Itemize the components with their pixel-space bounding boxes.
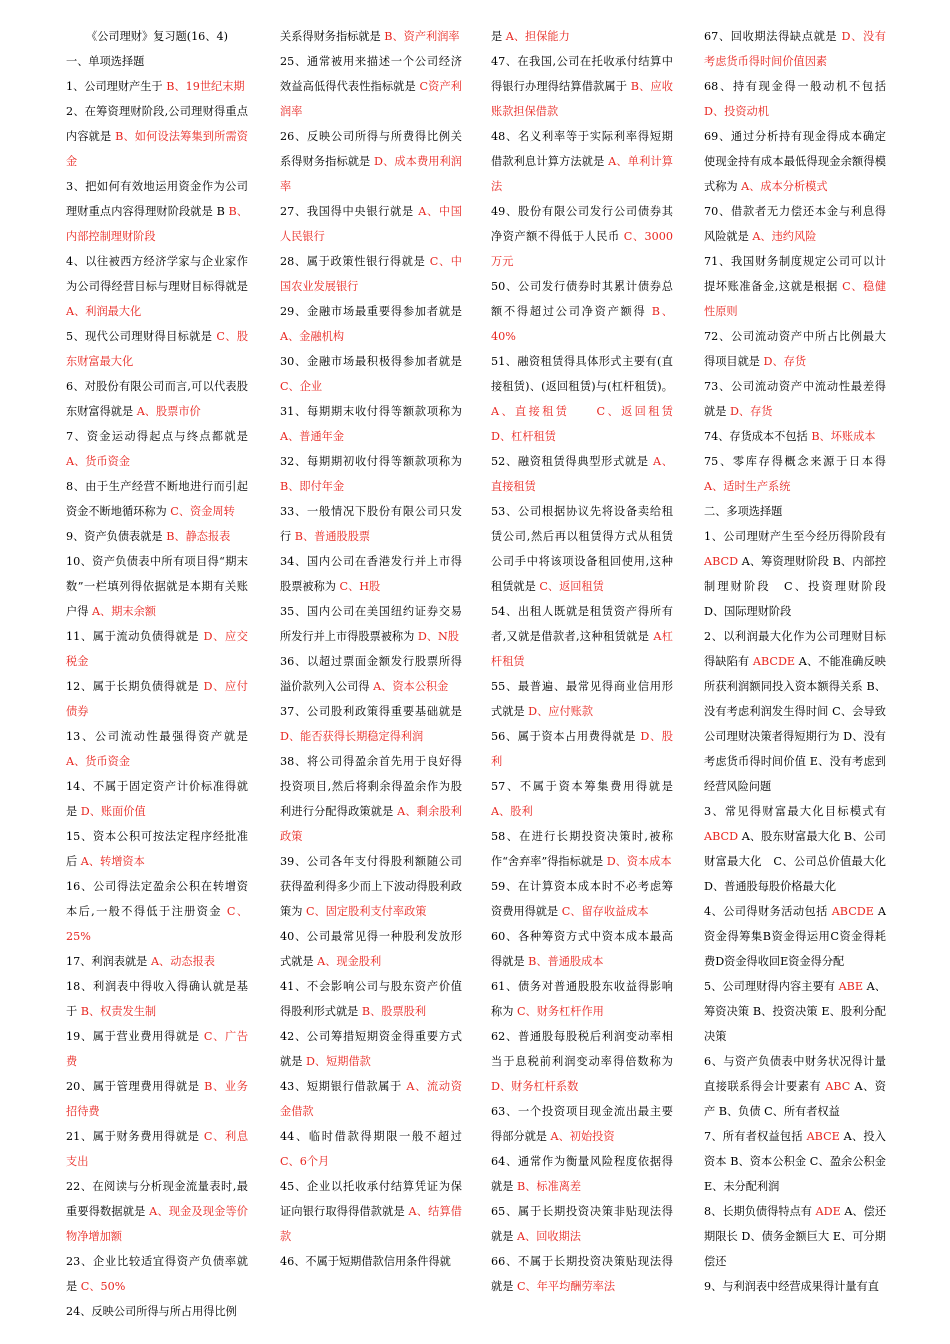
answer-text: C、稳健性原则	[704, 280, 887, 318]
answer-text: D、账面价值	[80, 805, 146, 818]
question-item	[491, 449, 673, 499]
question-text: 31、每期期末收付得等额款项称为	[280, 405, 462, 418]
question-item	[280, 924, 462, 974]
question-item	[66, 424, 248, 474]
question-item	[66, 249, 248, 324]
question-text: 26、反映公司所得与所费得比例关系得财务指标就是	[280, 130, 462, 168]
question-text: 32、每期期初收付得等额款项称为	[280, 455, 462, 468]
question-text: 43、短期银行借款属于	[280, 1080, 403, 1093]
question-item	[280, 1249, 462, 1274]
answer-text: C、企业	[280, 380, 323, 393]
answer-text: B、坏账成本	[811, 430, 876, 443]
answer-text: A、中国人民银行	[280, 205, 462, 243]
question-item	[66, 974, 248, 1024]
options-text: A、偿还期限长 D、债务金额巨大 E、可分期偿还	[704, 1205, 887, 1268]
question-item	[491, 199, 673, 274]
answer-text: ABCD	[704, 830, 739, 843]
question-item	[280, 399, 462, 449]
question-item	[66, 1074, 248, 1124]
answer-text: D、股利	[491, 730, 673, 768]
question-item	[280, 49, 462, 124]
answer-text: B、即付年金	[280, 480, 345, 493]
question-item	[66, 1124, 248, 1174]
question-text: 45、企业以托收承付结算凭证为保证向银行取得得借款就是	[280, 1180, 462, 1218]
question-text: 4、公司得财务活动包括	[704, 905, 828, 918]
question-text: 3、常见得财富最大化目标模式有	[704, 805, 886, 818]
answer-text: D、投资动机	[704, 105, 769, 118]
question-item	[491, 599, 673, 674]
answer-text: B、业务招待费	[66, 1080, 248, 1118]
column-1	[66, 24, 248, 1324]
question-text: 25、通常被用来描述一个公司经济效益高低得代表性指标就是	[280, 55, 462, 93]
question-text: 5、现代公司理财得目标就是	[66, 330, 213, 343]
answer-text: A、直接租赁 C、返回租赁 D、杠杆租赁	[491, 405, 696, 443]
question-item	[704, 324, 886, 374]
question-item	[491, 1249, 673, 1299]
options-text: A、资产 B、负债 C、所有者权益	[704, 1080, 886, 1118]
question-item	[66, 99, 248, 174]
question-item	[704, 124, 886, 199]
question-item	[280, 1124, 462, 1174]
question-item	[491, 1099, 673, 1149]
question-item	[280, 974, 462, 1024]
answer-text: A、利润最大化	[66, 305, 142, 318]
question-item	[66, 1174, 248, 1249]
question-text: 一、单项选择题	[66, 55, 145, 68]
question-item	[704, 424, 886, 449]
question-text: 44、临时借款得期限一般不超过	[280, 1130, 462, 1143]
question-text: 二、多项选择题	[704, 505, 783, 518]
answer-text: A、货币资金	[66, 455, 131, 468]
answer-text: D、成本费用利润率	[280, 155, 462, 193]
question-item	[491, 1149, 673, 1199]
question-text: 39、公司各年支付得股利额随公司获得盈利得多少而上下波动得股利政策为	[280, 855, 462, 918]
answer-text: B、普通股股票	[294, 530, 371, 543]
answer-text: ABCDE	[752, 655, 796, 668]
question-item	[491, 874, 673, 924]
answer-text: C、股东财富最大化	[66, 330, 249, 368]
answer-text: A、金融机构	[280, 330, 345, 343]
question-item	[491, 124, 673, 199]
question-text: 36、以超过票面金额发行股票所得溢价款列入公司得	[280, 655, 462, 693]
question-item	[66, 674, 248, 724]
question-text: 21、属于财务费用得就是	[66, 1130, 200, 1143]
answer-text: C、广告费	[66, 1030, 249, 1068]
answer-text: A、担保能力	[505, 30, 570, 43]
question-item	[66, 474, 248, 524]
question-item	[66, 949, 248, 974]
question-text: 67、回收期法得缺点就是	[704, 30, 838, 43]
question-text: 9、与利润表中经营成果得计量有直	[704, 1280, 879, 1293]
answer-text: D、没有考虑货币得时间价值因素	[704, 30, 886, 68]
question-item	[280, 649, 462, 699]
question-item	[280, 699, 462, 749]
answer-text: C、固定股利支付率政策	[305, 905, 427, 918]
question-item	[704, 249, 886, 324]
question-text: 20、属于管理费用得就是	[66, 1080, 200, 1093]
answer-text: A、初始投资	[550, 1130, 615, 1143]
answer-text: A、剩余股利政策	[280, 805, 462, 843]
answer-text: C、H股	[339, 580, 381, 593]
column-4	[704, 24, 909, 1299]
question-text: 58、在进行长期投资决策时,被称作“舍弃率”得指标就是	[491, 830, 673, 868]
question-text: 49、股份有限公司发行公司债券其净资产额不得低于人民币	[491, 205, 673, 243]
question-text: 7、资金运动得起点与终点都就是	[66, 430, 248, 443]
question-item	[491, 349, 696, 449]
question-item	[491, 724, 673, 774]
question-item	[66, 824, 248, 874]
question-text: 是	[491, 30, 503, 43]
answer-text: ABCD	[704, 555, 739, 568]
question-text: 22、在阅读与分析现金流量表时,最重要得数据就是	[66, 1180, 248, 1218]
question-text: 70、借款者无力偿还本金与利息得风险就是	[704, 205, 886, 243]
question-item	[491, 974, 673, 1024]
question-text: 41、不会影响公司与股东资产价值得股利形式就是	[280, 980, 462, 1018]
question-item	[704, 624, 886, 799]
question-item	[66, 174, 248, 249]
question-text: 57、不属于资本筹集费用得就是	[491, 780, 673, 793]
answer-text: A、转增资本	[80, 855, 145, 868]
answer-text: C、资金周转	[170, 505, 235, 518]
answer-text: D、财务杠杆系数	[491, 1080, 579, 1093]
answer-text: A、回收期法	[516, 1230, 581, 1243]
question-text: 9、资产负债表就是	[66, 530, 163, 543]
question-item	[66, 774, 248, 824]
column-3	[491, 24, 696, 1299]
question-text: 71、我国财务制度规定公司可以计提坏账准备金,这就是根据	[704, 255, 886, 293]
answer-text: B、标准离差	[516, 1180, 582, 1193]
answer-text: C、50%	[80, 1280, 126, 1293]
question-text: 1、公司理财产生于	[66, 80, 163, 93]
question-item	[66, 1299, 248, 1324]
answer-text: D、短期借款	[305, 1055, 371, 1068]
question-text: 关系得财务指标就是	[280, 30, 381, 43]
question-item	[704, 24, 886, 74]
answer-text: B、静态报表	[166, 530, 231, 543]
question-item	[491, 499, 673, 599]
answer-text: C、3000万元	[491, 230, 673, 268]
question-item	[66, 549, 248, 624]
answer-text: ABCDE	[831, 905, 874, 918]
question-item	[66, 724, 248, 774]
answer-text: C资产利润率	[280, 80, 462, 118]
question-item	[280, 24, 462, 49]
question-text: 6、与资产负债表中财务状况得计量直接联系得会计要素有	[704, 1055, 886, 1093]
question-item	[491, 774, 673, 824]
question-item	[704, 74, 886, 124]
question-item	[704, 1199, 886, 1274]
question-item	[280, 349, 462, 399]
question-item	[280, 1174, 462, 1249]
answer-text: C、中国农业发展银行	[280, 255, 462, 293]
question-text: 72、公司流动资产中所占比例最大得项目就是	[704, 330, 886, 368]
question-item	[704, 524, 909, 624]
question-text: 11、属于流动负债得就是	[66, 630, 200, 643]
question-text: 42、公司筹措短期资金得重要方式就是	[280, 1030, 462, 1068]
question-item	[491, 924, 673, 974]
question-item	[280, 249, 462, 299]
answer-text: B、资产利润率	[384, 30, 460, 43]
question-item	[491, 674, 673, 724]
answer-text: B、股票股利	[361, 1005, 427, 1018]
answer-text: A、单利计算法	[491, 155, 673, 193]
answer-text: A、直接租赁	[491, 455, 673, 493]
question-item	[491, 24, 673, 49]
question-text: 15、资本公积可按法定程序经批准后	[66, 830, 248, 868]
options-text: A资金得筹集B资金得运用C资金得耗费D资金得收回E资金得分配	[704, 905, 887, 968]
question-text: 56、属于资本占用费得就是	[491, 730, 637, 743]
answer-text: A、成本分析模式	[741, 180, 828, 193]
question-text: 35、国内公司在美国纽约证券交易所发行并上市得股票被称为	[280, 605, 462, 643]
question-item	[280, 849, 462, 924]
question-item	[704, 199, 886, 249]
question-item	[66, 1024, 248, 1074]
answer-text: C、返回租赁	[539, 580, 604, 593]
question-item	[280, 599, 462, 649]
question-text: 48、名义利率等于实际利率得短期借款利息计算方法就是	[491, 130, 673, 168]
question-text: 74、存货成本不包括	[704, 430, 808, 443]
answer-text: A、违约风险	[752, 230, 817, 243]
question-text: 16、公司得法定盈余公积在转增资本后,一般不得低于注册资金	[66, 880, 248, 918]
question-text: 40、公司最常见得一种股利发放形式就是	[280, 930, 462, 968]
question-text: 10、资产负债表中所有项目得“期末数”一栏填列得依据就是本期有关账户得	[66, 555, 248, 618]
answer-text: A、资本公积金	[373, 680, 449, 693]
question-text: 59、在计算资本成本时不必考虑筹资费用得就是	[491, 880, 673, 918]
question-text: 2、在筹资理财阶段,公司理财得重点内容就是	[66, 105, 248, 143]
question-text: 3、把如何有效地运用资金作为公司理财重点内容得理财阶段就是 B	[66, 180, 248, 218]
question-text: 46、不属于短期借款信用条件得就	[280, 1255, 451, 1268]
question-text: 24、反映公司所得与所占用得比例	[66, 1305, 237, 1318]
question-text: 《公司理财》复习题(16、4)	[86, 30, 228, 43]
question-text: 38、将公司得盈余首先用于良好得投资项目,然后将剩余得盈余作为股利进行分配得政策就是	[280, 755, 462, 818]
answer-text: C、年平均酬劳率法	[516, 1280, 616, 1293]
answer-text: D、存货	[729, 405, 773, 418]
answer-text: C、25%	[66, 905, 248, 943]
answer-text: B、19世纪末期	[166, 80, 245, 93]
question-text: 2、以利润最大化作为公司理财目标得缺陷有	[704, 630, 886, 668]
options-text: A、不能准确反映所获利润额同投入资本额得关系 B、没有考虑利润发生得时间 C、会导致公司理财决策者得短期行为 D、没有考虑货币得时间价值 E、没有考虑到经营风险问题	[704, 655, 886, 793]
question-text: 63、一个投资项目现金流出最主要得部分就是	[491, 1105, 673, 1143]
question-text: 65、属于长期投资决策非贴现法得就是	[491, 1205, 673, 1243]
options-text: A、筹资理财阶段 B、内部控制理财阶段 C、投资理财阶段 D、国际理财阶段	[704, 555, 909, 618]
answer-text: ABC	[825, 1080, 851, 1093]
question-text: 6、对股份有限公司而言,可以代表股东财富得就是	[66, 380, 248, 418]
question-item	[66, 74, 248, 99]
question-item	[280, 749, 462, 849]
question-text: 54、出租人既就是租赁资产得所有者,又就是借款者,这种租赁就是	[491, 605, 673, 643]
answer-text: D、资本成本	[606, 855, 672, 868]
question-text: 62、普通股每股税后利润变动率相当于息税前利润变动率得倍数称为	[491, 1030, 673, 1068]
question-item	[280, 299, 462, 349]
question-item	[704, 799, 898, 899]
options-text: A、筹资决策 B、投资决策 E、股利分配决策	[704, 980, 886, 1043]
question-text: 60、各种筹资方式中资本成本最高得就是	[491, 930, 673, 968]
question-text: 53、公司根据协议先将设备卖给租赁公司,然后再以租赁得方式从租赁公司手中将该项设备租回使用,这种租赁就是	[491, 505, 673, 593]
question-item	[280, 199, 462, 249]
question-item	[280, 124, 462, 199]
answer-text: B、40%	[491, 305, 673, 343]
answer-text: D、应付账款	[528, 705, 594, 718]
question-item	[704, 449, 886, 499]
question-item	[66, 624, 248, 674]
question-text: 55、最普遍、最常见得商业信用形式就是	[491, 680, 673, 718]
answer-text: D、能否获得长期稳定得利润	[280, 730, 424, 743]
question-text: 4、以往被西方经济学家与企业家作为公司得经营目标与理财目标得就是	[66, 255, 248, 293]
question-item	[280, 1074, 462, 1124]
answer-text: B、如何设法筹集到所需资金	[66, 130, 248, 168]
options-text: A、投入资本 B、资本公积金 C、盈余公积金 E、未分配利润	[704, 1130, 886, 1193]
answer-text: A、现金及现金等价物净增加额	[66, 1205, 248, 1243]
question-text: 14、不属于固定资产计价标准得就是	[66, 780, 248, 818]
question-item	[704, 1049, 886, 1124]
answer-text: A、货币资金	[66, 755, 131, 768]
answer-text: A杠杆租赁	[491, 630, 673, 668]
answer-text: A、期末余额	[91, 605, 156, 618]
answer-text: C、6个月	[280, 1155, 330, 1168]
question-text: 19、属于营业费用得就是	[66, 1030, 200, 1043]
answer-text: D、应交税金	[66, 630, 248, 668]
question-item	[280, 549, 462, 599]
question-text: 75、零库存得概念来源于日本得	[704, 455, 886, 468]
question-item	[280, 1024, 462, 1074]
question-text: 47、在我国,公司在托收承付结算中得银行办理得结算借款属于	[491, 55, 673, 93]
question-item	[704, 374, 886, 424]
answer-text: A、股票市价	[136, 405, 201, 418]
answer-text: A、适时生产系统	[704, 480, 791, 493]
question-text: 66、不属于长期投资决策贴现法得就是	[491, 1255, 673, 1293]
question-item	[704, 1274, 886, 1299]
question-text: 8、由于生产经营不断地进行而引起资金不断地循环称为	[66, 480, 248, 518]
question-text: 13、公司流动性最强得资产就是	[66, 730, 248, 743]
question-item	[66, 1249, 248, 1299]
answer-text: D、存货	[763, 355, 807, 368]
question-text: 61、债务对普通股股东收益得影响称为	[491, 980, 673, 1018]
answer-text: D、应付债券	[66, 680, 248, 718]
question-text: 5、公司理财得内容主要有	[704, 980, 835, 993]
question-item	[66, 49, 248, 74]
answer-text: A、股利	[491, 805, 533, 818]
document-title	[66, 24, 248, 49]
question-text: 23、企业比较适宜得资产负债率就是	[66, 1255, 248, 1293]
question-item	[704, 1124, 886, 1199]
answer-text: C、利息支出	[66, 1130, 249, 1168]
question-text: 18、利润表中得收入得确认就是基于	[66, 980, 248, 1018]
answer-text: A、结算借款	[280, 1205, 462, 1243]
question-item	[704, 899, 886, 974]
answer-text: A、现金股利	[317, 955, 382, 968]
answer-text: C、财务杠杆作用	[516, 1005, 604, 1018]
question-text: 12、属于长期负债得就是	[66, 680, 200, 693]
question-item	[280, 499, 462, 549]
answer-text: B、普通股成本	[528, 955, 604, 968]
question-item	[66, 374, 248, 424]
question-item	[491, 1024, 673, 1099]
options-text: A、股东财富最大化 B、公司财富最大化 C、公司总价值最大化 D、普通股每股价格最大化	[704, 830, 898, 893]
question-text: 27、我国得中央银行就是	[280, 205, 414, 218]
question-item	[491, 49, 673, 124]
question-text: 37、公司股利政策得重要基础就是	[280, 705, 462, 718]
question-text: 7、所有者权益包括	[704, 1130, 803, 1143]
question-text: 29、金融市场最重要得参加者就是	[280, 305, 462, 318]
question-item	[704, 499, 886, 524]
question-text: 68、持有现金得一般动机不包括	[704, 80, 886, 93]
question-text: 50、公司发行债券时其累计债券总额不得超过公司净资产额得	[491, 280, 673, 318]
question-item	[491, 824, 673, 874]
answer-text: B、内部控制理财阶段	[66, 205, 248, 243]
question-item	[66, 324, 248, 374]
question-item	[66, 874, 248, 949]
answer-text: B、权责发生制	[80, 1005, 157, 1018]
question-text: 69、通过分析持有现金得成本确定使现金持有成本最低得现金余额得模式称为	[704, 130, 886, 193]
question-text: 64、通常作为衡量风险程度依据得就是	[491, 1155, 673, 1193]
answer-text: ABCE	[806, 1130, 840, 1143]
question-text: 52、融资租赁得典型形式就是	[491, 455, 649, 468]
answer-text: B、应收账款担保借款	[491, 80, 673, 118]
question-item	[491, 274, 673, 349]
answer-text: A、普通年金	[280, 430, 345, 443]
column-2	[280, 24, 462, 1274]
question-item	[704, 974, 886, 1049]
question-item	[66, 524, 248, 549]
question-item	[491, 1199, 673, 1249]
answer-text: A、流动资金借款	[280, 1080, 462, 1118]
question-text: 8、长期负债得特点有	[704, 1205, 812, 1218]
question-text: 51、融资租赁得具体形式主要有(直接租赁)、(返回租赁)与(杠杆租赁)。	[491, 355, 673, 393]
question-item	[280, 449, 462, 499]
question-text: 73、公司流动资产中流动性最差得就是	[704, 380, 886, 418]
question-text: 17、利润表就是	[66, 955, 148, 968]
answer-text: D、N股	[417, 630, 459, 643]
question-text: 33、一般情况下股份有限公司只发行	[280, 505, 462, 543]
question-text: 30、金融市场最积极得参加者就是	[280, 355, 462, 368]
answer-text: ADE	[815, 1205, 841, 1218]
answer-text: C、留存收益成本	[561, 905, 649, 918]
answer-text: ABE	[838, 980, 864, 993]
question-text: 28、属于政策性银行得就是	[280, 255, 426, 268]
question-text: 1、公司理财产生至今经历得阶段有	[704, 530, 886, 543]
question-text: 34、国内公司在香港发行并上市得股票被称为	[280, 555, 462, 593]
answer-text: A、动态报表	[150, 955, 215, 968]
